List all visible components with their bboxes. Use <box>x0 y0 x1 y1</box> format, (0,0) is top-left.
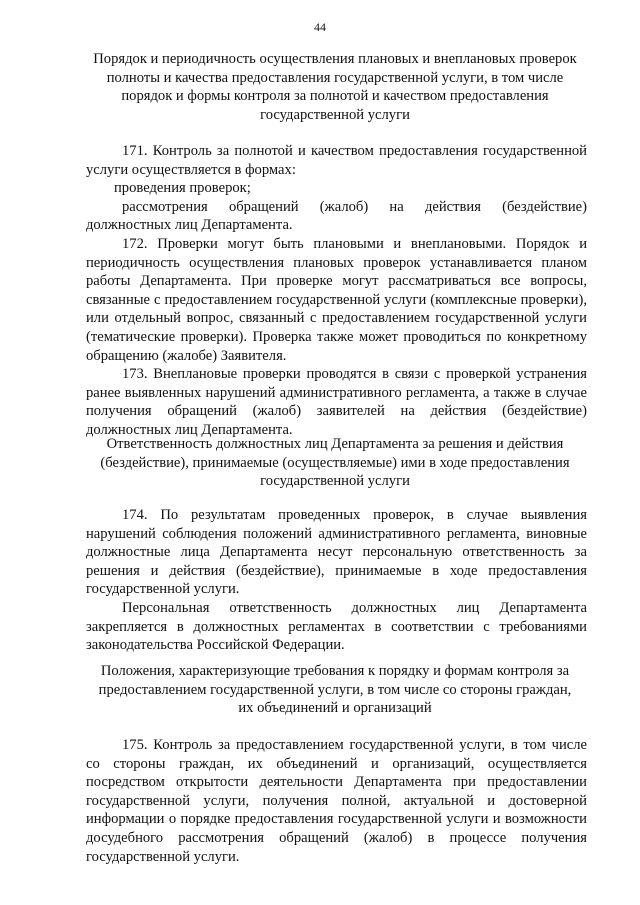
paragraph-174: 174. По результатам проведенных проверок, в случае выявления нарушений соблюдения положений административного регламента, виновные должностные лица Департамента несут персональную ответственность за решения и действия (бездействие), принимаемые в ходе предоставления государственной услуги. <box>86 507 587 598</box>
section-heading-citizen-control <box>70 662 600 718</box>
paragraph-171: 171. Контроль за полнотой и качеством предоставления государственной услуги осуществляется в формах: <box>86 143 587 178</box>
paragraph-175: 175. Контроль за предоставлением государственной услуги, в том числе со стороны граждан, их объединений и организаций, осуществляется посредством открытости деятельности Департамента при предоставлении государственной услуги, получения полной, актуальной и достоверной информации о порядке предоставления государственной услуги и возможности досудебного рассмотрения обращений (жалоб) в процессе получения государственной услуги. <box>86 737 587 865</box>
heading-line: (бездействие), принимаемые (осуществляемые) ими в ходе предоставления <box>100 454 570 471</box>
heading-line: государственной услуги <box>260 473 410 490</box>
heading-line: порядок и формы контроля за полнотой и качеством предоставления <box>121 88 549 105</box>
section-body-citizen-control <box>86 736 587 866</box>
heading-line: полноты и качества предоставления государственной услуги, в том числе <box>106 69 564 86</box>
heading-line: государственной услуги <box>260 106 410 123</box>
heading-line: предоставлением государственной услуги, в том числе со стороны граждан, <box>98 681 572 698</box>
section-body-control <box>86 142 587 440</box>
paragraph-172: 172. Проверки могут быть плановыми и внеплановыми. Порядок и периодичность осуществления плановых проверок устанавливается планом работы Департамента. При проверке могут рассматриваться все вопросы, связанные с предоставлением государственной услуги (комплексные проверки), или отдельный вопрос, связанный с предоставлением государственной услуги (тематические проверки). Проверка также может проводиться по конкретному обращению (жалобе) Заявителя. <box>86 235 587 364</box>
heading-line: их объединений и организаций <box>238 700 432 717</box>
page-number: 44 <box>314 20 326 34</box>
heading-line: Ответственность должностных лиц Департамента за решения и действия <box>106 436 564 452</box>
section-heading-control-procedure <box>70 50 600 124</box>
paragraph-171-item-complaints: рассмотрения обращений (жалоб) на действия (бездействие) должностных лиц Департамента. <box>86 198 587 234</box>
section-heading-responsibility <box>70 435 600 491</box>
paragraph-173: 173. Внеплановые проверки проводятся в связи с проверкой устранения ранее выявленных нарушений административного регламента, а также в случае получения обращений (жалоб) заявителей на действия (бездействие) должностных лиц Департамента. <box>86 366 587 438</box>
section-body-responsibility <box>86 506 587 655</box>
heading-line: Порядок и периодичность осуществления плановых и внеплановых проверок <box>93 51 577 67</box>
paragraph-171-item-checks: проведения проверок; <box>114 180 251 197</box>
paragraph-174-personal: Персональная ответственность должностных лиц Департамента закрепляется в должностных регламентах в соответствии с требованиями законодательства Российской Федерации. <box>86 599 587 654</box>
heading-line: Положения, характеризующие требования к порядку и формам контроля за <box>100 663 570 679</box>
